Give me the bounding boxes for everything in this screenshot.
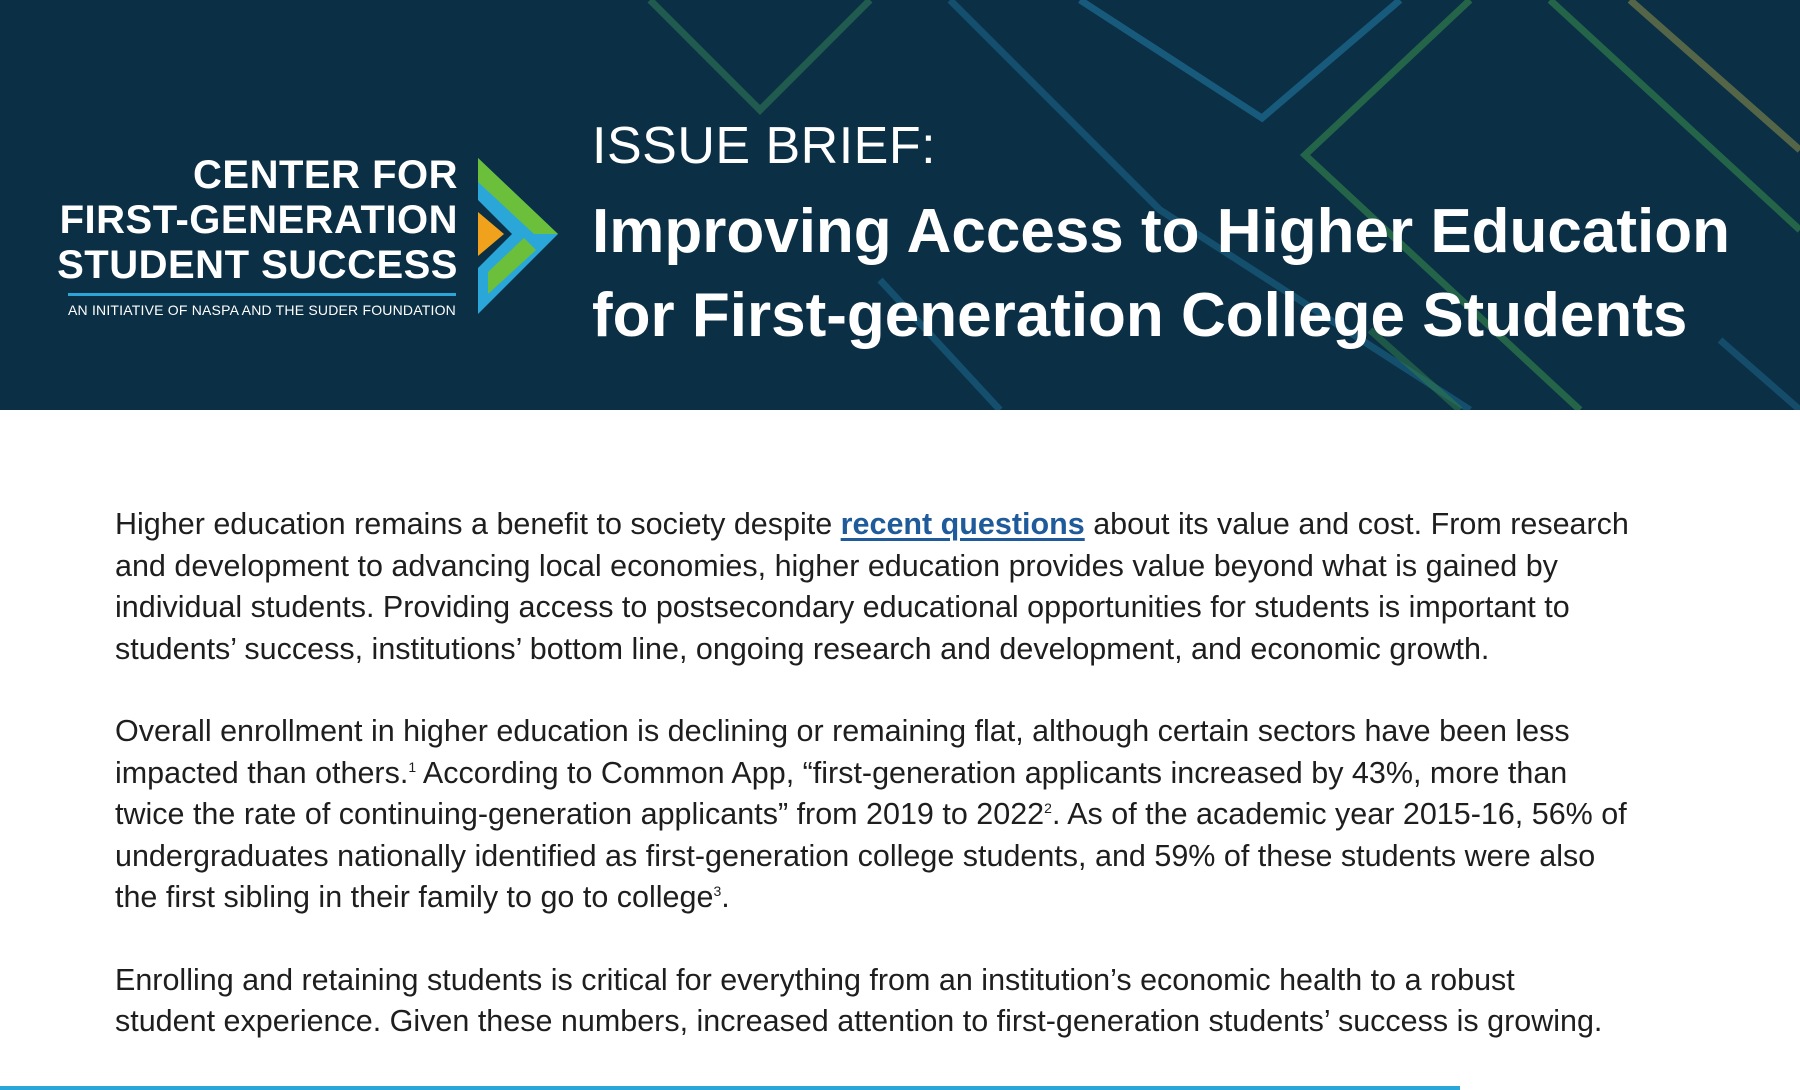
- logo-tagline: AN INITIATIVE OF NASPA AND THE SUDER FOUNDATION: [68, 302, 456, 318]
- chevron-logo-icon: [474, 154, 564, 318]
- paragraph-2: [115, 711, 1675, 919]
- bottom-divider: [0, 1086, 1460, 1090]
- paragraph-1: [115, 504, 1675, 670]
- paragraph-3: [115, 960, 1675, 1043]
- recent-questions-link[interactable]: recent questions: [840, 507, 1085, 541]
- text-segment: about its value and cost. From research: [1084, 507, 1629, 541]
- title-line-2: for First-generation College Students: [592, 281, 1688, 350]
- logo-divider: [68, 293, 456, 296]
- issue-brief-label: ISSUE BRIEF:: [592, 117, 937, 175]
- paragraph-2-line-4: undergraduates nationally identified as first-generation college students, and 59% of these students were also: [115, 838, 1596, 873]
- footnote-3: 3: [713, 882, 722, 899]
- paragraph-2-line-3: [115, 794, 1675, 836]
- logo-text-line-3: STUDENT SUCCESS: [57, 243, 458, 287]
- footnote-1: 1: [408, 758, 417, 775]
- paragraph-3-line-2: student experience. Given these numbers, increased attention to first-generation students’ success is growing.: [115, 1004, 1603, 1038]
- text-segment: the first sibling in their family to go to college: [115, 880, 714, 914]
- paragraph-1-line-4: students’ success, institutions’ bottom line, ongoing research and development, and economic growth.: [115, 631, 1490, 666]
- title-line-1: Improving Access to Higher Education: [592, 197, 1731, 266]
- text-segment: twice the rate of continuing-generation applicants” from 2019 to 2022: [115, 797, 1045, 831]
- paragraph-2-line-2: [115, 753, 1675, 795]
- text-segment: Higher education remains a benefit to society despite: [115, 507, 841, 541]
- header-banner: [0, 0, 1800, 410]
- paragraph-1-line-2: and development to advancing local economies, higher education provides value beyond what is gained by: [115, 548, 1558, 583]
- text-segment: impacted than others.: [115, 755, 409, 790]
- center-logo: [57, 150, 564, 320]
- article-body: [115, 504, 1675, 1084]
- text-segment: .: [721, 880, 730, 914]
- paragraph-2-line-1: Overall enrollment in higher education is declining or remaining flat, although certain sectors have been less: [115, 714, 1570, 748]
- paragraph-1-line-1: [115, 504, 1675, 546]
- text-segment: According to Common App, “first-generation applicants increased by 43%, more than: [416, 755, 1568, 790]
- page-title: [592, 190, 1772, 358]
- paragraph-2-line-5: [115, 877, 1675, 919]
- text-segment: . As of the academic year 2015-16, 56% of: [1051, 797, 1627, 831]
- logo-text-line-2: FIRST-GENERATION: [59, 198, 458, 242]
- logo-text-line-1: CENTER FOR: [193, 153, 458, 197]
- paragraph-1-line-3: individual students. Providing access to postsecondary educational opportunities for students is important to: [115, 590, 1570, 624]
- footnote-2: 2: [1044, 799, 1052, 816]
- paragraph-3-line-1: Enrolling and retaining students is critical for everything from an institution’s economic health to a robust: [115, 962, 1515, 997]
